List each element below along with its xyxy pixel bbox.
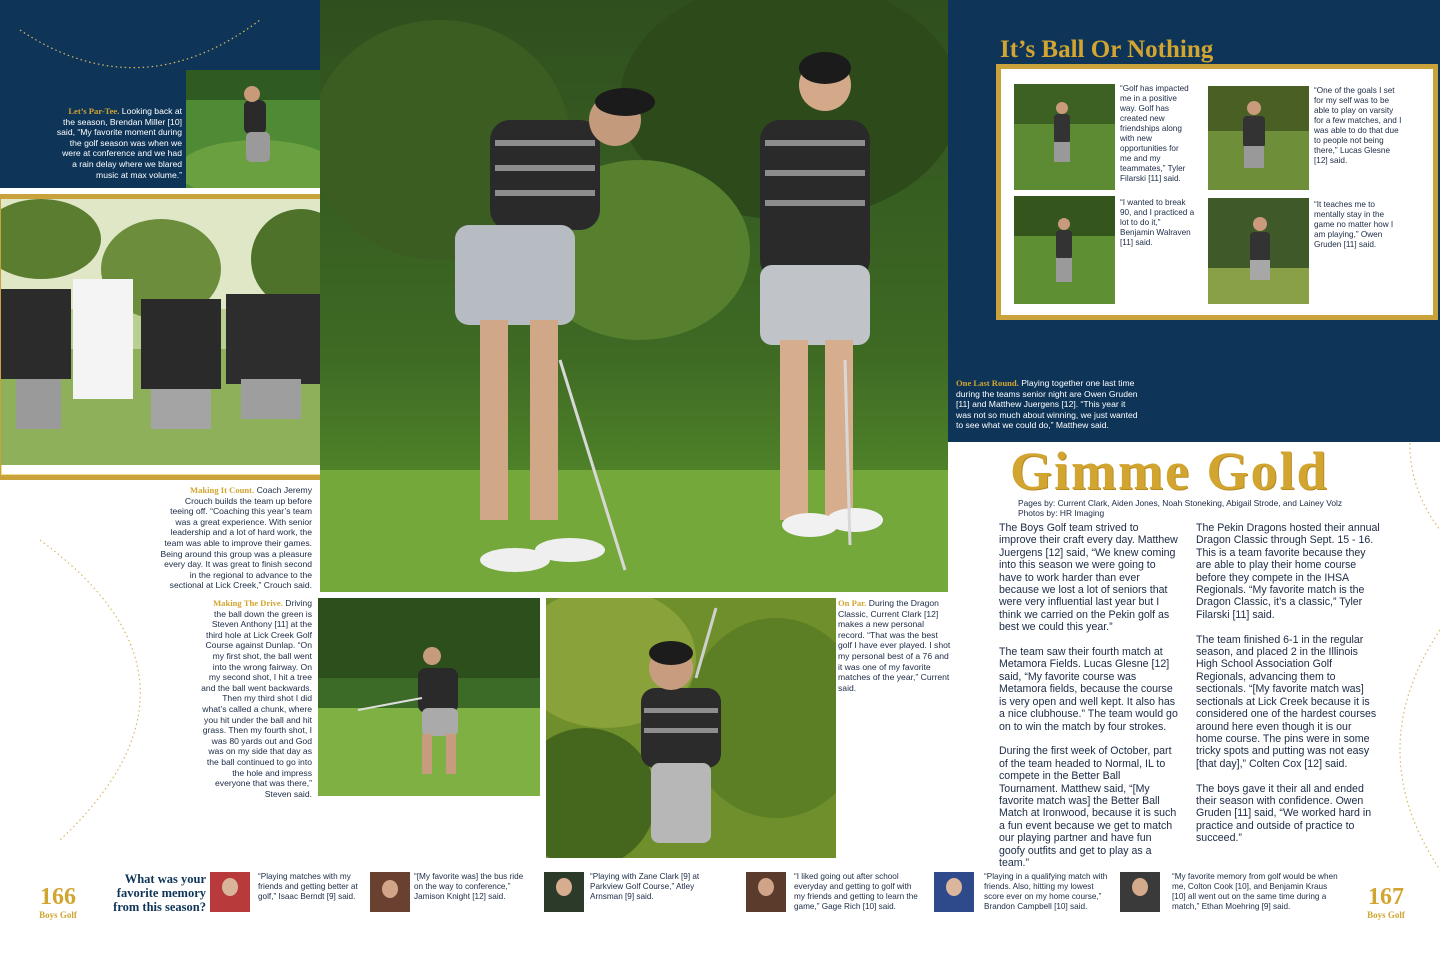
photo-making-the-drive <box>318 598 540 796</box>
page-headline: Gimme Gold <box>1010 441 1329 501</box>
caption-one-last-round: One Last Round. Playing together one last time during the teams senior night are Owen Gruden [11] and Matthew Juergens [12]. “This year it was not so much about winning, we just wanted to see what we could do,” Matthew said. <box>956 378 1138 431</box>
caption-on-par: On Par. During the Dragon Classic, Current Clark [12] makes a new personal record. “That was the best golf I have ever played. I shot my personal best of a 76 and it was one of my favorite matches of the year,” Current said. <box>838 598 951 693</box>
memory-quote-4: “I liked going out after school everyday and getting to golf with my friends and getting to learn the game,” Gage Rich [10] said. <box>794 872 918 911</box>
memory-quote-5: “Playing in a qualifying match with friends. Also, hitting my lowest score ever on my home course,” Brandon Campbell [10] said. <box>984 872 1108 911</box>
photo-on-par <box>546 598 836 858</box>
page-label-right: Boys Golf <box>1367 910 1405 920</box>
caption-making-the-drive: Making The Drive. Driving the ball down the green is Steven Anthony [11] at the third hole at Lick Creek Golf Course against Dunlap. “On my first shot, the ball went into the wrong fairway. On my second shot, I hit a tree and the ball went backwards. Then my third shot I did what’s called a chunk, where you hit under the ball and hit grass. Then my fourth shot, I was 80 yards out and God was on my side that day as the ball continued to go into the hole and impress everyone that was there,” Steven said. <box>201 598 312 799</box>
memory-photo-2 <box>370 872 410 912</box>
credits-pages: Pages by: Current Clark, Aiden Jones, Noah Stoneking, Abigail Strode, and Lainey Volz <box>1018 498 1343 508</box>
quote-photo-2 <box>1208 86 1309 190</box>
memory-photo-4 <box>746 872 786 912</box>
memory-quote-3: “Playing with Zane Clark [9] at Parkview Golf Course,” Atley Arnsman [9] said. <box>590 872 700 901</box>
favorite-memory-question: What was your favorite memory from this season? <box>113 872 206 914</box>
memory-photo-3 <box>544 872 584 912</box>
page-number-left: 166 <box>40 884 76 910</box>
quote-photo-1 <box>1014 84 1115 190</box>
memory-quote-1: “Playing matches with my friends and getting better at golf,” Isaac Berndt [9] said. <box>258 872 358 901</box>
page-label-left: Boys Golf <box>39 910 77 920</box>
memory-quote-6: “My favorite memory from golf would be when me, Colton Cook [10], and Benjamin Kraus [10] all went out on the same time during a match,” Ethan Moehring [9] said. <box>1172 872 1338 911</box>
photo-team-huddle <box>1 199 324 465</box>
photo-par-tee <box>186 70 330 188</box>
decorative-arc-top-left <box>0 0 330 80</box>
credits-photos: Photos by: HR Imaging <box>1018 508 1105 518</box>
memory-photo-5 <box>934 872 974 912</box>
memory-photo-6 <box>1120 872 1160 912</box>
story-column-1: The Boys Golf team strived to improve their craft every day. Matthew Juergens [12] said, “We knew coming into this season we were going to have to work harder than ever because we lost a lot of seniors that were very influential last year but I think we carried on the Pekin golf as best we could this year.” The team saw their fourth match at Metamora Fields. Lucas Glesne [12] said, “My favorite course was Metamora fields, because the course is very open and well kept. It also has a nice clubhouse.” The team would go on to win the match by four strokes. During the first week of October, part of the team headed to Normal, IL to compete in the Better Ball Tournament. Matthew said, “[My favorite match was] the Better Ball Match at Ironwood, because it is such a fun event because we get to match our playing partner and have fun goofy outfits and get to play as a team.” <box>999 522 1178 869</box>
quote-photo-3 <box>1014 196 1115 304</box>
quote-photo-4 <box>1208 198 1309 304</box>
sidebar-quote-1: “Golf has impacted me in a positive way. Golf has created new friendships along with new opportunities for me and my teammates,” Tyler Filarski [11] said. <box>1120 84 1189 183</box>
story-column-2: The Pekin Dragons hosted their annual Dragon Classic through Sept. 15 - 16. This is a team favorite because they are able to play their home course before they compete in the IHSA Regionals. “My favorite match is the Dragon Classic, it’s a classic,” Tyler Filarski [11] said. The team finished 6-1 in the regular season, and placed 2 in the Illinois High School Association Golf Regionals, advancing them to sectionals. “[My favorite match was] sectionals at Lick Creek because it is considered one of the hardest courses around here even though it is our home course. The pins were in some tricky spots and putting was not easy [that day],” Colten Cox [12] said. The boys gave it their all and ended their season with confidence. Owen Gruden [11] said, “We worked hard in practice and outside of practice to succeed.” <box>1196 522 1380 845</box>
sidebar-quote-3: “I wanted to break 90, and I practiced a lot to do it,” Benjamin Walraven [11] said. <box>1120 198 1195 247</box>
sidebar-quote-4: “It teaches me to mentally stay in the game no matter how I am playing,” Owen Gruden [11] said. <box>1314 200 1394 249</box>
caption-making-it-count: Making It Count. Coach Jeremy Crouch builds the team up before teeing off. “Coaching this year’s team was a great experience. With senior leadership and a lot of hard work, the team was able to improve their games. Being around this group was a pleasure every day. It was great to finish second in the regional to advance to the sectional at Lick Creek,” Crouch said. <box>160 485 312 591</box>
memory-photo-1 <box>210 872 250 912</box>
sidebar-title: It’s Ball Or Nothing <box>1000 36 1214 63</box>
caption-par-tee: Let’s Par-Tee. Looking back at the season, Brendan Miller [10] said, “My favorite moment during the golf season was when we were at conference and we had a rain delay where we blared music at max volume.” <box>56 106 182 180</box>
sidebar-quote-2: “One of the goals I set for my self was to be able to play on varsity for a few matches, and I was able to do that due to people not being there,” Lucas Glesne [12] said. <box>1314 86 1402 165</box>
page-number-right: 167 <box>1368 884 1404 910</box>
memory-quote-2: “[My favorite was] the bus ride on the way to conference,” Jamison Knight [12] said. <box>414 872 524 901</box>
photo-one-last-round <box>320 0 948 592</box>
